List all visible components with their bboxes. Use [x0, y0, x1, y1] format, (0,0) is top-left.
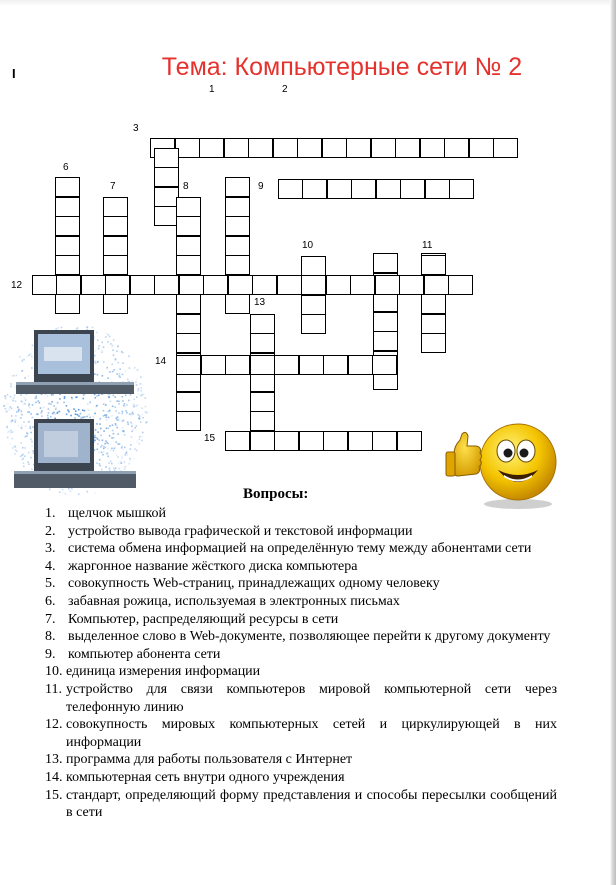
crossword-cell[interactable] [250, 372, 275, 392]
clue-number-11: 11 [422, 240, 433, 251]
crossword-cell[interactable] [32, 275, 57, 295]
clue-number-12: 12 [11, 280, 23, 291]
question-item-12 [45, 716, 557, 751]
crossword-cell[interactable] [273, 138, 298, 158]
crossword-cell[interactable] [421, 255, 446, 275]
clue-number-7: 7 [110, 181, 116, 192]
crossword-cell[interactable] [154, 167, 179, 187]
crossword-cell[interactable] [301, 295, 326, 315]
question-number: 3. [45, 541, 56, 557]
crossword-cell[interactable] [179, 275, 204, 295]
crossword-cell[interactable] [250, 355, 275, 375]
question-text: совокупность мировых компьютерных сетей и циркулирующей в них информации [66, 717, 557, 750]
crossword-cell[interactable] [225, 255, 250, 275]
question-text: компьютерная сеть внутри одного учреждения [66, 769, 345, 785]
crossword-cell[interactable] [373, 312, 398, 332]
clue-number-9: 9 [258, 181, 264, 192]
crossword-cell[interactable] [250, 431, 275, 451]
crossword-cell[interactable] [323, 355, 348, 375]
question-item-6 [45, 593, 557, 611]
crossword-cell[interactable] [301, 256, 326, 276]
question-number: 7. [45, 611, 56, 627]
crossword-cell[interactable] [199, 138, 224, 158]
questions-heading: Вопросы: [243, 486, 309, 502]
crossword-cell[interactable] [348, 431, 373, 451]
question-item-7 [45, 611, 557, 629]
crossword-cell[interactable] [277, 275, 302, 295]
crossword-cell[interactable] [224, 138, 249, 158]
question-number: 12. [45, 717, 63, 733]
crossword-cell[interactable] [376, 179, 401, 199]
clue-number-6: 6 [63, 162, 69, 173]
question-text: стандарт, определяющий форму представления и способы пересылки сообщений в сети [66, 787, 557, 821]
crossword-cell[interactable] [176, 197, 201, 217]
crossword-cell[interactable] [297, 138, 322, 158]
computer-bottom [14, 419, 136, 488]
crossword-cell[interactable] [105, 275, 130, 295]
crossword-cell[interactable] [274, 355, 299, 375]
question-text: выделенное слово в Web-документе, позволяющее перейти к другому документу [68, 629, 551, 645]
crossword-cell[interactable] [103, 294, 128, 314]
crossword-cell[interactable] [201, 355, 226, 375]
stray-mark: I [12, 66, 16, 81]
crossword-cell[interactable] [225, 236, 250, 256]
question-number: 2. [45, 523, 56, 539]
crossword-cell[interactable] [176, 255, 201, 275]
crossword-cell[interactable] [103, 216, 128, 236]
crossword-cell[interactable] [225, 216, 250, 236]
crossword-cell[interactable] [372, 355, 397, 375]
question-text: жаргонное название жёсткого диска компьютера [68, 558, 358, 574]
crossword-cell[interactable] [248, 138, 273, 158]
question-item-3 [45, 540, 557, 558]
crossword-cell[interactable] [154, 275, 179, 295]
question-item-9 [45, 646, 557, 664]
clue-number-1: 1 [209, 84, 215, 95]
crossword-cell[interactable] [373, 253, 398, 273]
crossword-cell[interactable] [250, 411, 275, 431]
question-text: щелчок мышкой [68, 506, 166, 521]
crossword-cell[interactable] [56, 275, 81, 295]
crossword-cell[interactable] [55, 294, 80, 314]
crossword-cell[interactable] [351, 179, 376, 199]
crossword-cell[interactable] [350, 275, 375, 295]
crossword-cell[interactable] [449, 179, 474, 199]
crossword-cell[interactable] [322, 138, 347, 158]
crossword-cell[interactable] [372, 431, 397, 451]
crossword-cell[interactable] [395, 138, 420, 158]
clue-number-2: 2 [282, 84, 288, 95]
clue-number-15: 15 [204, 433, 216, 444]
crossword-cell[interactable] [400, 179, 425, 199]
question-item-11 [45, 681, 557, 716]
crossword-cell[interactable] [203, 275, 228, 295]
crossword-cell[interactable] [225, 197, 250, 217]
question-text: совокупность Web-страниц, принадлежащих одному человеку [68, 576, 440, 592]
question-number: 11. [45, 681, 62, 697]
crossword-cell[interactable] [278, 179, 303, 199]
question-item-8 [45, 628, 557, 646]
crossword-cell[interactable] [375, 275, 400, 295]
crossword-cell[interactable] [421, 314, 446, 334]
crossword-cell[interactable] [323, 431, 348, 451]
computer-top [16, 330, 134, 394]
crossword-cell[interactable] [176, 372, 201, 392]
question-text: устройство вывода графической и текстовой информации [68, 523, 413, 539]
crossword-cell[interactable] [250, 333, 275, 353]
crossword-cell[interactable] [301, 314, 326, 334]
crossword-cell[interactable] [373, 292, 398, 312]
crossword-cell[interactable] [469, 138, 494, 158]
crossword-cell[interactable] [225, 431, 250, 451]
crossword-cell[interactable] [176, 333, 201, 353]
clue-number-13: 13 [254, 297, 266, 308]
crossword-cell[interactable] [493, 138, 518, 158]
question-text: система обмена информацией на определённую тему между абонентами сети [68, 541, 532, 557]
clue-number-14: 14 [155, 356, 167, 367]
question-number: 8. [45, 629, 56, 645]
question-number: 9. [45, 646, 56, 662]
crossword-cell[interactable] [371, 138, 396, 158]
thumbs-up-smiley-clipart [440, 420, 565, 510]
question-item-10 [45, 663, 557, 681]
crossword-cell[interactable] [299, 431, 324, 451]
crossword-cell[interactable] [225, 294, 250, 314]
crossword-cell[interactable] [55, 255, 80, 275]
question-item-15 [45, 787, 557, 822]
crossword-cell[interactable] [420, 138, 445, 158]
crossword-cell[interactable] [176, 392, 201, 412]
crossword-cell[interactable] [373, 331, 398, 351]
question-item-5 [45, 575, 557, 593]
crossword-cell[interactable] [399, 275, 424, 295]
crossword-cell[interactable] [55, 197, 80, 217]
crossword-cell[interactable] [55, 216, 80, 236]
clue-number-10: 10 [302, 240, 314, 251]
crossword-cell[interactable] [444, 138, 469, 158]
question-item-2 [45, 523, 557, 541]
clue-number-8: 8 [183, 181, 189, 192]
crossword-cell[interactable] [225, 355, 250, 375]
question-number: 6. [45, 593, 56, 609]
crossword-cell[interactable] [397, 431, 422, 451]
crossword-cell[interactable] [55, 236, 80, 256]
crossword-cell[interactable] [346, 138, 371, 158]
question-number: 14. [45, 769, 63, 785]
thumbs-up-icon [446, 432, 482, 476]
crossword-cell[interactable] [301, 275, 326, 295]
crossword-cell[interactable] [81, 275, 106, 295]
question-number: 10. [45, 664, 63, 680]
question-item-4 [45, 558, 557, 576]
question-text: компьютер абонента сети [68, 646, 221, 662]
question-item-1 [45, 505, 557, 523]
crossword-cell[interactable] [327, 179, 352, 199]
computer-clipart [0, 325, 150, 500]
question-item-13 [45, 751, 557, 769]
crossword-cell[interactable] [154, 148, 179, 168]
question-number: 1. [45, 506, 56, 521]
question-text: единица измерения информации [66, 664, 261, 680]
crossword-cell[interactable] [448, 275, 473, 295]
crossword-cell[interactable] [103, 197, 128, 217]
question-number: 13. [45, 752, 63, 768]
clue-number-3: 3 [133, 123, 139, 134]
crossword-cell[interactable] [274, 431, 299, 451]
crossword-cell[interactable] [302, 179, 327, 199]
crossword-cell[interactable] [425, 179, 450, 199]
smiley-face [480, 424, 556, 500]
question-text: программа для работы пользователя с Интернет [66, 752, 353, 768]
question-text: Компьютер, распределяющий ресурсы в сети [68, 611, 339, 627]
crossword-cell[interactable] [103, 255, 128, 275]
crossword-cell[interactable] [421, 333, 446, 353]
crossword-cell[interactable] [176, 236, 201, 256]
crossword-cell[interactable] [424, 275, 449, 295]
crossword-cell[interactable] [176, 294, 201, 314]
crossword-cell[interactable] [103, 236, 128, 256]
crossword-cell[interactable] [421, 294, 446, 314]
crossword-cell[interactable] [250, 392, 275, 412]
crossword-cell[interactable] [348, 355, 373, 375]
crossword-cell[interactable] [326, 275, 351, 295]
crossword-cell[interactable] [130, 275, 155, 295]
question-number: 5. [45, 576, 56, 592]
crossword-cell[interactable] [55, 177, 80, 197]
crossword-cell[interactable] [176, 216, 201, 236]
crossword-cell[interactable] [252, 275, 277, 295]
question-number: 4. [45, 558, 56, 574]
crossword-cell[interactable] [228, 275, 253, 295]
crossword-cell[interactable] [225, 177, 250, 197]
question-item-14 [45, 769, 557, 787]
worksheet-title: Тема: Компьютерные сети № 2 [161, 53, 523, 81]
question-text: устройство для связи компьютеров мировой компьютерной сети через телефонную линию [66, 681, 557, 715]
crossword-cell[interactable] [176, 314, 201, 334]
crossword-cell[interactable] [176, 355, 201, 375]
crossword-cell[interactable] [299, 355, 324, 375]
question-number: 15. [45, 787, 63, 803]
question-text: забавная рожица, используемая в электронных письмах [68, 593, 400, 609]
crossword-cell[interactable] [176, 411, 201, 431]
crossword-cell[interactable] [250, 314, 275, 334]
question-list [45, 505, 557, 822]
